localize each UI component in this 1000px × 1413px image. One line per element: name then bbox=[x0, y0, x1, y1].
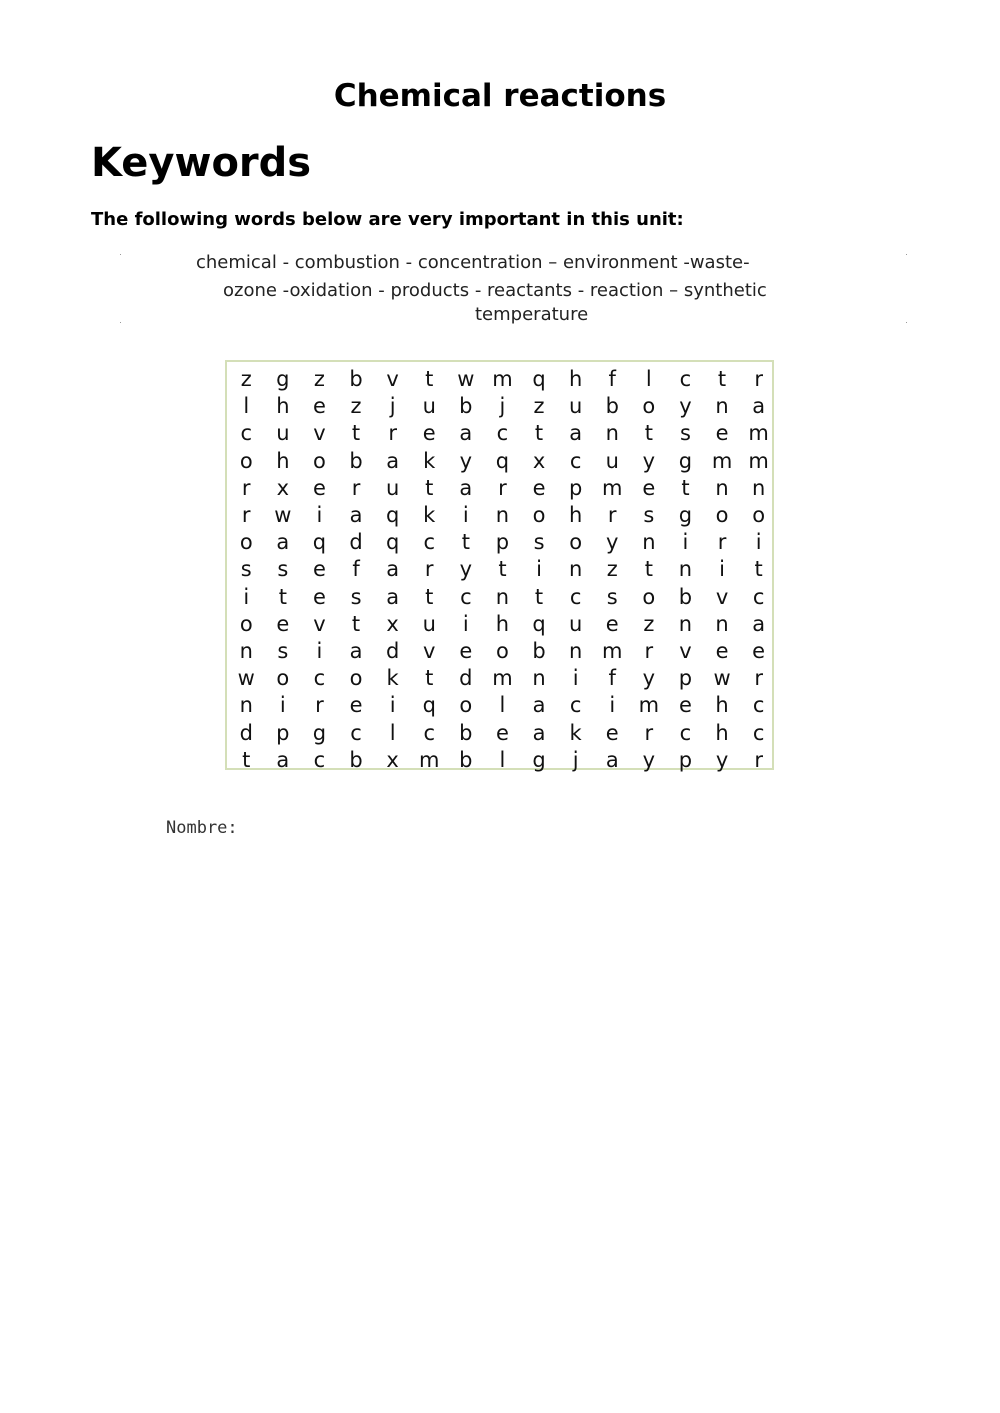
puzzle-letter[interactable]: b bbox=[349, 448, 363, 473]
puzzle-letter[interactable]: y bbox=[642, 448, 656, 473]
puzzle-letter[interactable]: i bbox=[682, 530, 689, 555]
puzzle-letter[interactable]: x bbox=[532, 448, 546, 473]
puzzle-letter[interactable]: h bbox=[715, 720, 729, 745]
name-label: Nombre: bbox=[166, 818, 238, 838]
puzzle-letter[interactable]: o bbox=[642, 394, 656, 419]
decorative-dot bbox=[906, 254, 907, 255]
puzzle-letter[interactable]: s bbox=[350, 584, 362, 609]
puzzle-letter[interactable]: r bbox=[424, 557, 434, 582]
puzzle-letter[interactable]: y bbox=[606, 530, 619, 555]
puzzle-letter[interactable]: a bbox=[569, 421, 583, 446]
puzzle-letter[interactable]: e bbox=[642, 475, 656, 500]
puzzle-letter[interactable]: t bbox=[242, 747, 251, 772]
puzzle-letter[interactable]: n bbox=[239, 693, 253, 718]
puzzle-letter[interactable]: b bbox=[678, 584, 693, 609]
puzzle-letter[interactable]: u bbox=[568, 611, 583, 636]
puzzle-letter[interactable]: a bbox=[605, 747, 619, 772]
puzzle-letter[interactable]: y bbox=[459, 557, 473, 582]
puzzle-letter[interactable]: b bbox=[605, 394, 619, 419]
puzzle-letter[interactable]: e bbox=[532, 475, 546, 500]
puzzle-letter[interactable]: e bbox=[349, 693, 363, 718]
puzzle-letter[interactable]: r bbox=[607, 503, 617, 527]
puzzle-letter[interactable]: n bbox=[715, 475, 729, 500]
puzzle-letter[interactable]: r bbox=[644, 720, 654, 745]
puzzle-letter[interactable]: a bbox=[276, 747, 290, 772]
puzzle-letter[interactable]: e bbox=[678, 693, 692, 718]
puzzle-letter[interactable]: c bbox=[350, 720, 362, 745]
puzzle-letter[interactable]: i bbox=[243, 584, 250, 609]
puzzle-letter[interactable]: o bbox=[532, 503, 546, 527]
puzzle-letter[interactable]: s bbox=[533, 530, 545, 555]
puzzle-letter[interactable]: t bbox=[681, 475, 690, 500]
puzzle-letter[interactable]: n bbox=[678, 557, 693, 582]
puzzle-letter[interactable]: s bbox=[643, 503, 655, 527]
puzzle-letter[interactable]: q bbox=[385, 503, 400, 527]
puzzle-letter[interactable]: w bbox=[237, 666, 255, 691]
puzzle-letter[interactable]: s bbox=[240, 557, 252, 582]
puzzle-letter[interactable]: r bbox=[754, 367, 763, 391]
puzzle-letter[interactable]: l bbox=[645, 367, 652, 391]
puzzle-letter[interactable]: t bbox=[534, 421, 544, 446]
puzzle-letter[interactable]: e bbox=[312, 584, 326, 609]
puzzle-letter[interactable]: w bbox=[274, 503, 292, 527]
puzzle-letter[interactable]: u bbox=[422, 394, 436, 419]
puzzle-letter[interactable]: i bbox=[755, 530, 762, 555]
puzzle-letter[interactable]: i bbox=[609, 693, 616, 718]
puzzle-letter[interactable]: u bbox=[568, 394, 583, 419]
puzzle-letter[interactable]: v bbox=[313, 421, 326, 446]
puzzle-letter[interactable]: c bbox=[313, 666, 326, 691]
puzzle-letter[interactable]: x bbox=[386, 747, 399, 772]
puzzle-letter[interactable]: o bbox=[569, 530, 583, 555]
puzzle-letter[interactable]: r bbox=[241, 475, 251, 500]
puzzle-row bbox=[227, 393, 772, 420]
puzzle-letter[interactable]: n bbox=[495, 503, 510, 527]
puzzle-letter[interactable]: j bbox=[389, 394, 396, 419]
puzzle-letter[interactable]: f bbox=[608, 367, 616, 391]
puzzle-letter[interactable]: e bbox=[312, 475, 326, 500]
puzzle-letter[interactable]: o bbox=[459, 693, 473, 718]
puzzle-letter[interactable]: t bbox=[425, 367, 434, 391]
puzzle-letter[interactable]: n bbox=[568, 557, 583, 582]
puzzle-letter[interactable]: v bbox=[386, 367, 399, 391]
puzzle-letter[interactable]: i bbox=[462, 611, 469, 636]
puzzle-letter[interactable]: a bbox=[276, 530, 290, 555]
puzzle-row bbox=[227, 584, 772, 611]
puzzle-letter[interactable]: i bbox=[462, 503, 469, 527]
puzzle-letter[interactable]: r bbox=[351, 475, 361, 500]
puzzle-letter[interactable]: e bbox=[459, 639, 473, 663]
puzzle-letter[interactable]: d bbox=[385, 639, 400, 663]
puzzle-letter[interactable]: n bbox=[642, 530, 656, 555]
puzzle-letter[interactable]: e bbox=[752, 639, 766, 663]
puzzle-letter[interactable]: t bbox=[351, 611, 361, 636]
puzzle-letter[interactable]: r bbox=[498, 475, 507, 500]
puzzle-row bbox=[227, 638, 772, 665]
puzzle-letter[interactable]: s bbox=[277, 557, 289, 582]
puzzle-letter[interactable]: w bbox=[713, 666, 731, 691]
word-bank bbox=[120, 250, 910, 328]
puzzle-letter[interactable]: r bbox=[388, 421, 397, 446]
puzzle-letter[interactable]: b bbox=[459, 747, 473, 772]
puzzle-letter[interactable]: c bbox=[752, 584, 765, 609]
puzzle-letter[interactable]: a bbox=[532, 720, 546, 745]
puzzle-letter[interactable]: q bbox=[385, 530, 400, 555]
puzzle-letter[interactable]: t bbox=[534, 584, 544, 609]
puzzle-letter[interactable]: x bbox=[386, 611, 399, 636]
puzzle-letter[interactable]: b bbox=[459, 720, 473, 745]
puzzle-letter[interactable]: b bbox=[349, 747, 363, 772]
puzzle-letter[interactable]: z bbox=[533, 394, 545, 419]
puzzle-letter[interactable]: r bbox=[717, 530, 727, 555]
puzzle-row bbox=[227, 665, 772, 692]
puzzle-letter[interactable]: z bbox=[313, 367, 325, 391]
puzzle-letter[interactable]: n bbox=[568, 639, 583, 663]
puzzle-letter[interactable]: k bbox=[569, 720, 582, 745]
puzzle-row bbox=[227, 529, 772, 556]
puzzle-letter[interactable]: t bbox=[644, 557, 653, 582]
puzzle-letter[interactable]: v bbox=[679, 639, 692, 663]
puzzle-letter[interactable]: y bbox=[715, 747, 729, 772]
puzzle-row bbox=[227, 556, 772, 583]
puzzle-letter[interactable]: d bbox=[349, 530, 363, 555]
puzzle-letter[interactable]: t bbox=[351, 421, 361, 446]
puzzle-letter[interactable]: c bbox=[752, 720, 765, 745]
document-title: Chemical reactions bbox=[333, 78, 667, 114]
puzzle-letter[interactable]: q bbox=[532, 611, 546, 636]
puzzle-letter[interactable]: m bbox=[602, 475, 623, 500]
puzzle-letter[interactable]: t bbox=[644, 421, 653, 446]
puzzle-letter[interactable]: o bbox=[239, 611, 253, 636]
puzzle-letter[interactable]: g bbox=[678, 503, 693, 527]
puzzle-letter[interactable]: g bbox=[678, 448, 693, 473]
puzzle-letter[interactable]: c bbox=[423, 530, 436, 555]
puzzle-letter[interactable]: h bbox=[715, 693, 729, 718]
puzzle-letter[interactable]: r bbox=[315, 693, 324, 718]
puzzle-letter[interactable]: o bbox=[349, 666, 363, 691]
puzzle-letter[interactable]: b bbox=[532, 639, 546, 663]
puzzle-letter[interactable]: u bbox=[605, 448, 619, 473]
puzzle-letter[interactable]: y bbox=[642, 747, 656, 772]
puzzle-letter[interactable]: l bbox=[243, 394, 250, 419]
puzzle-letter[interactable]: h bbox=[495, 611, 510, 636]
puzzle-letter[interactable]: p bbox=[678, 747, 693, 772]
puzzle-letter[interactable]: p bbox=[678, 666, 693, 691]
puzzle-letter[interactable]: p bbox=[276, 720, 290, 745]
puzzle-letter[interactable]: s bbox=[679, 421, 691, 446]
puzzle-letter[interactable]: d bbox=[459, 666, 473, 691]
puzzle-letter[interactable]: r bbox=[754, 747, 763, 772]
puzzle-letter[interactable]: q bbox=[495, 448, 510, 473]
puzzle-letter[interactable]: o bbox=[715, 503, 729, 527]
word-search-grid[interactable] bbox=[225, 360, 774, 770]
puzzle-letter[interactable]: c bbox=[569, 448, 582, 473]
puzzle-row bbox=[227, 448, 772, 475]
puzzle-letter[interactable]: r bbox=[644, 639, 654, 663]
puzzle-letter[interactable]: e bbox=[495, 720, 509, 745]
puzzle-letter[interactable]: m bbox=[492, 367, 513, 391]
puzzle-row bbox=[227, 475, 772, 502]
puzzle-letter[interactable]: m bbox=[748, 448, 769, 473]
puzzle-letter[interactable]: c bbox=[569, 584, 582, 609]
puzzle-letter[interactable]: q bbox=[532, 367, 546, 391]
puzzle-letter[interactable]: o bbox=[276, 666, 290, 691]
puzzle-letter[interactable]: f bbox=[352, 557, 360, 582]
puzzle-letter[interactable]: u bbox=[422, 611, 436, 636]
puzzle-letter[interactable]: k bbox=[423, 503, 436, 527]
puzzle-letter[interactable]: h bbox=[568, 503, 583, 527]
puzzle-letter[interactable]: k bbox=[423, 448, 436, 473]
puzzle-letter[interactable]: i bbox=[389, 693, 396, 718]
puzzle-letter[interactable]: e bbox=[715, 421, 729, 446]
decorative-dot bbox=[120, 254, 121, 255]
puzzle-letter[interactable]: m bbox=[492, 666, 513, 691]
puzzle-letter[interactable]: a bbox=[349, 639, 363, 663]
section-heading: Keywords bbox=[91, 140, 312, 186]
puzzle-letter[interactable]: j bbox=[499, 394, 506, 419]
puzzle-letter[interactable]: a bbox=[459, 475, 473, 500]
puzzle-letter[interactable]: t bbox=[498, 557, 507, 582]
puzzle-row bbox=[227, 720, 772, 747]
puzzle-letter[interactable]: n bbox=[751, 475, 766, 500]
puzzle-letter[interactable]: y bbox=[642, 666, 656, 691]
puzzle-letter[interactable]: h bbox=[568, 367, 583, 391]
puzzle-letter[interactable]: m bbox=[711, 448, 733, 473]
puzzle-letter[interactable]: q bbox=[312, 530, 327, 555]
puzzle-letter[interactable]: y bbox=[679, 394, 692, 419]
puzzle-letter[interactable]: z bbox=[350, 394, 362, 419]
puzzle-letter[interactable]: x bbox=[276, 475, 290, 500]
puzzle-letter[interactable]: m bbox=[602, 639, 623, 663]
puzzle-letter[interactable]: n bbox=[239, 639, 253, 663]
puzzle-letter[interactable]: t bbox=[461, 530, 470, 555]
puzzle-letter[interactable]: t bbox=[425, 584, 434, 609]
puzzle-letter[interactable]: l bbox=[389, 720, 396, 745]
puzzle-letter[interactable]: a bbox=[532, 693, 546, 718]
puzzle-letter[interactable]: s bbox=[277, 639, 289, 663]
puzzle-letter[interactable]: e bbox=[312, 394, 326, 419]
puzzle-letter[interactable]: c bbox=[496, 421, 509, 446]
puzzle-letter[interactable]: f bbox=[608, 666, 616, 691]
puzzle-letter[interactable]: n bbox=[605, 421, 619, 446]
puzzle-letter[interactable]: a bbox=[386, 448, 400, 473]
puzzle-letter[interactable]: z bbox=[643, 611, 655, 636]
puzzle-letter[interactable]: a bbox=[459, 421, 473, 446]
puzzle-letter[interactable]: r bbox=[754, 666, 763, 691]
puzzle-letter[interactable]: g bbox=[276, 367, 290, 391]
puzzle-letter[interactable]: i bbox=[719, 557, 725, 582]
puzzle-letter[interactable]: c bbox=[240, 421, 253, 446]
puzzle-letter[interactable]: q bbox=[422, 693, 436, 718]
puzzle-letter[interactable]: i bbox=[316, 503, 323, 527]
puzzle-letter[interactable]: w bbox=[457, 367, 475, 391]
puzzle-letter[interactable]: o bbox=[313, 448, 326, 473]
puzzle-letter[interactable]: u bbox=[276, 421, 290, 446]
puzzle-letter[interactable]: c bbox=[569, 693, 582, 718]
puzzle-letter[interactable]: c bbox=[313, 747, 326, 772]
puzzle-letter[interactable]: l bbox=[499, 747, 506, 772]
word-bank-line: ozone -oxidation - products - reactants - reaction – synthetic bbox=[223, 280, 767, 301]
decorative-dot bbox=[906, 322, 907, 323]
puzzle-letter[interactable]: p bbox=[568, 475, 583, 500]
puzzle-letter[interactable]: z bbox=[606, 557, 618, 582]
puzzle-row bbox=[227, 747, 772, 774]
puzzle-letter[interactable]: d bbox=[239, 720, 253, 745]
puzzle-row bbox=[227, 366, 772, 393]
puzzle-letter[interactable]: m bbox=[638, 693, 660, 718]
puzzle-letter[interactable]: m bbox=[419, 747, 440, 772]
puzzle-letter[interactable]: v bbox=[423, 639, 436, 663]
puzzle-letter[interactable]: t bbox=[754, 557, 763, 582]
puzzle-letter[interactable]: a bbox=[386, 584, 400, 609]
puzzle-letter[interactable]: n bbox=[715, 394, 729, 419]
intro-text: The following words below are very important in this unit: bbox=[91, 209, 684, 230]
puzzle-letter[interactable]: o bbox=[752, 503, 766, 527]
puzzle-letter[interactable]: s bbox=[606, 584, 618, 609]
puzzle-letter[interactable]: z bbox=[240, 367, 252, 391]
word-bank-line: temperature bbox=[475, 304, 589, 325]
puzzle-letter[interactable]: j bbox=[572, 747, 579, 772]
puzzle-letter[interactable]: n bbox=[532, 666, 546, 691]
puzzle-row bbox=[227, 611, 772, 638]
puzzle-letter[interactable]: e bbox=[715, 639, 729, 663]
puzzle-letter[interactable]: k bbox=[386, 666, 399, 691]
puzzle-letter[interactable]: a bbox=[386, 557, 400, 582]
puzzle-row bbox=[227, 502, 772, 529]
puzzle-letter[interactable]: e bbox=[605, 611, 619, 636]
puzzle-letter[interactable]: i bbox=[279, 693, 286, 718]
puzzle-letter[interactable]: i bbox=[536, 557, 542, 582]
puzzle-row bbox=[227, 692, 772, 719]
puzzle-letter[interactable]: c bbox=[460, 584, 472, 609]
puzzle-letter[interactable]: c bbox=[679, 720, 692, 745]
puzzle-letter[interactable]: n bbox=[715, 611, 729, 636]
puzzle-letter[interactable]: r bbox=[241, 503, 251, 527]
puzzle-row bbox=[227, 420, 772, 447]
puzzle-letter[interactable]: a bbox=[752, 611, 766, 636]
puzzle-letter[interactable]: e bbox=[276, 611, 290, 636]
puzzle-letter[interactable]: b bbox=[459, 394, 473, 419]
puzzle-letter[interactable]: c bbox=[423, 720, 436, 745]
puzzle-letter[interactable]: h bbox=[276, 394, 290, 419]
puzzle-letter[interactable]: n bbox=[495, 584, 510, 609]
puzzle-letter[interactable]: t bbox=[717, 367, 727, 391]
puzzle-letter[interactable]: n bbox=[678, 611, 693, 636]
puzzle-letter[interactable]: h bbox=[276, 448, 290, 473]
puzzle-letter[interactable]: i bbox=[572, 666, 579, 691]
puzzle-letter[interactable]: p bbox=[495, 530, 510, 555]
puzzle-letter[interactable]: c bbox=[752, 693, 765, 718]
puzzle-letter[interactable]: e bbox=[605, 720, 619, 745]
puzzle-letter[interactable]: o bbox=[642, 584, 656, 609]
puzzle-letter[interactable]: m bbox=[748, 421, 769, 446]
puzzle-letter[interactable]: l bbox=[499, 693, 506, 718]
puzzle-letter[interactable]: b bbox=[349, 367, 363, 391]
puzzle-letter[interactable]: e bbox=[422, 421, 436, 446]
puzzle-letter[interactable]: y bbox=[459, 448, 473, 473]
puzzle-letter[interactable]: t bbox=[278, 584, 287, 609]
puzzle-letter[interactable]: v bbox=[313, 611, 326, 636]
puzzle-letter[interactable]: o bbox=[239, 530, 253, 555]
puzzle-letter[interactable]: a bbox=[349, 503, 363, 527]
puzzle-letter[interactable]: v bbox=[715, 584, 729, 609]
word-bank-line: chemical - combustion - concentration – environment -waste- bbox=[196, 252, 750, 273]
puzzle-letter[interactable]: a bbox=[752, 394, 766, 419]
puzzle-letter[interactable]: e bbox=[312, 557, 326, 582]
puzzle-letter[interactable]: c bbox=[679, 367, 692, 391]
puzzle-letter[interactable]: o bbox=[496, 639, 509, 663]
puzzle-letter[interactable]: o bbox=[239, 448, 253, 473]
puzzle-letter[interactable]: u bbox=[385, 475, 400, 500]
puzzle-letter[interactable]: g bbox=[312, 720, 327, 745]
puzzle-letter[interactable]: g bbox=[532, 747, 546, 772]
puzzle-letter[interactable]: t bbox=[425, 666, 434, 691]
puzzle-letter[interactable]: i bbox=[316, 639, 323, 663]
puzzle-letter[interactable]: t bbox=[425, 475, 434, 500]
decorative-dot bbox=[120, 322, 121, 323]
